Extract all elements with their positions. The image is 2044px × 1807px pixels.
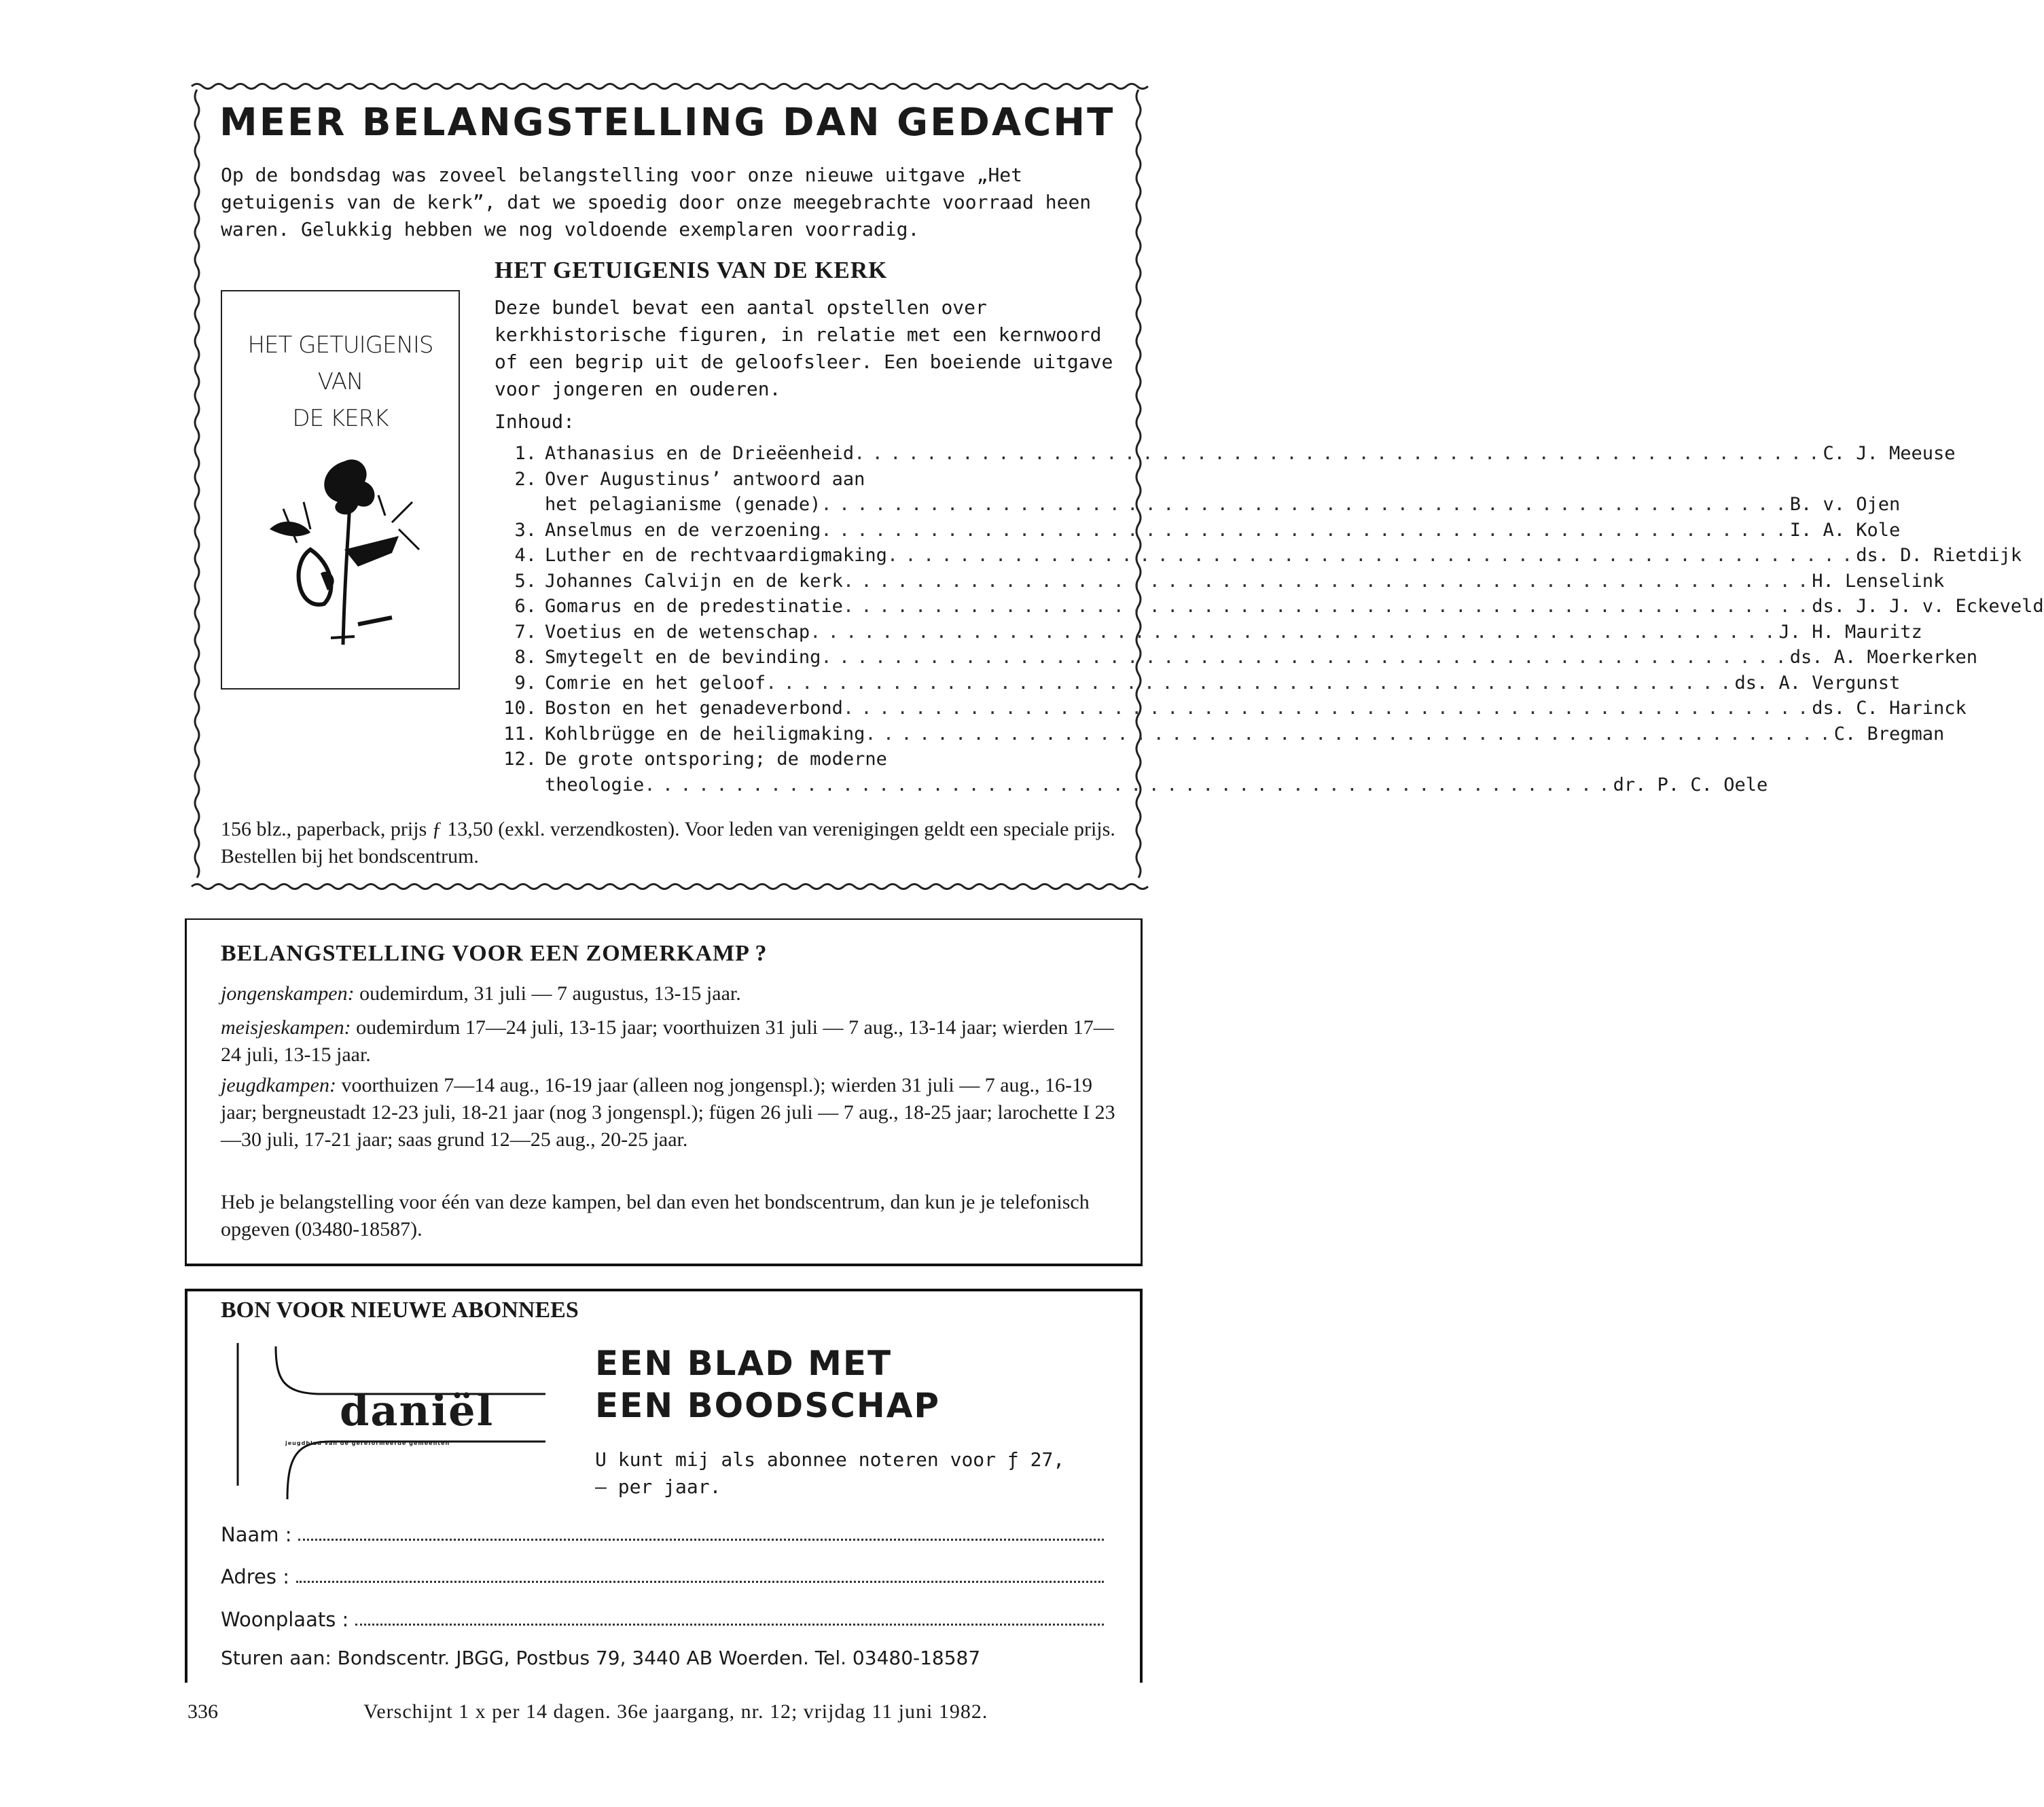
- logo-tagline: jeugdblad van de gereformeerde gemeenten: [285, 1440, 450, 1446]
- slogan-line-2: EEN BOODSCHAP: [595, 1386, 941, 1425]
- toc-item: [495, 620, 1922, 645]
- toc-number: 6.: [514, 596, 537, 617]
- toc-number: 12.: [503, 749, 537, 770]
- toc-title-first-line: Over Augustinus’ antwoord aan: [545, 468, 865, 490]
- toc-item: [495, 441, 1956, 467]
- toc-title: Smytegelt en de bevinding: [545, 647, 821, 668]
- address-field[interactable]: [221, 1561, 1104, 1588]
- toc-title: Johannes Calvijn en de kerk: [545, 570, 843, 592]
- toc-title-first-line: De grote ontsporing; de moderne: [545, 749, 887, 770]
- toc-number: 7.: [514, 621, 537, 643]
- camp-text: voorthuizen 7—14 aug., 16-19 jaar (alleen nog jongenspl.); wierden 31 juli — 7 aug., 16-19 jaar; bergneustadt 12-23 juli, 18-21 jaar (nog 3 jongenspl.); fügen 26 juli — 7 aug., 18-25 jaar; larochette I 23—30 juli, 17-21 jaar; saas grund 12—25 aug., 20-25 jaar.: [221, 1074, 1115, 1151]
- camp-label: meisjeskampen:: [221, 1016, 351, 1039]
- book-cover: [221, 290, 460, 690]
- camp-closing: Heb je belangstelling voor één van deze kampen, bel dan even het bondscentrum, dan kun je je telefonisch opgeven (03480-18587).: [221, 1191, 1090, 1240]
- cover-title: [222, 327, 459, 437]
- toc-number: 3.: [514, 519, 537, 541]
- toc-author: J. H. Mauritz: [1778, 621, 1922, 643]
- price-info: 156 blz., paperback, prijs ƒ 13,50 (exkl. verzendkosten). Voor leden van verenigingen geldt een speciale prijs. Bestellen bij het bondscentrum.: [221, 818, 1115, 867]
- book-heading: HET GETUIGENIS VAN DE KERK: [495, 257, 888, 283]
- toc-number: 5.: [514, 570, 537, 592]
- camp-paragraph: [221, 1014, 1117, 1069]
- intro-paragraph: Op de bondsdag was zoveel belangstelling voor onze nieuwe uitgave „Het getuigenis van de kerk”, dat we spoedig door onze meegebrachte voorraad heen waren. Gelukkig hebben we nog voldoende exemplaren voorradig.: [221, 164, 1092, 240]
- toc-author: ds. A. Vergunst: [1734, 672, 1901, 694]
- slogan-line-1: EEN BLAD MET: [595, 1344, 893, 1383]
- toc-title: theologie: [545, 774, 645, 795]
- toc-author: B. v. Ojen: [1789, 494, 1901, 515]
- logo-wordmark: daniël: [340, 1386, 495, 1435]
- toc-item: [495, 721, 1945, 747]
- toc-item: [495, 747, 1768, 798]
- toc-title: Comrie en het geloof: [545, 672, 766, 694]
- city-field[interactable]: [221, 1604, 1104, 1631]
- table-of-contents: [495, 441, 2044, 798]
- toc-title: het pelagianisme (genade): [545, 494, 821, 515]
- send-to-address: Sturen aan: Bondscentr. JBGG, Postbus 79, 3440 AB Woerden. Tel. 03480-18587: [221, 1647, 981, 1669]
- wavy-border-bottom: [192, 882, 1149, 891]
- toc-number: 8.: [514, 647, 537, 668]
- camp-label: jongenskampen:: [221, 982, 355, 1005]
- page-number: 336: [187, 1700, 218, 1723]
- cover-title-line: DE KERK: [292, 405, 389, 432]
- toc-item: [495, 696, 1967, 721]
- toc-item: [495, 569, 1945, 594]
- toc-title: Athanasius en de Drieëenheid: [545, 443, 855, 464]
- cover-title-line: HET GETUIGENIS: [247, 332, 433, 359]
- camp-heading: BELANGSTELLING VOOR EEN ZOMERKAMP ?: [221, 941, 768, 966]
- toc-item: [495, 543, 2022, 569]
- toc-author: C. J. Meeuse: [1823, 443, 1956, 464]
- toc-number: 4.: [514, 545, 537, 566]
- toc-author: ds. D. Rietdijk: [1856, 545, 2022, 566]
- toc-title: Luther en de rechtvaardigmaking: [545, 545, 887, 566]
- name-field[interactable]: [221, 1519, 1104, 1546]
- camp-paragraph: [221, 1072, 1117, 1153]
- city-label: Woonplaats :: [221, 1608, 349, 1631]
- toc-label: Inhoud:: [495, 410, 575, 433]
- toc-number: 9.: [514, 672, 537, 694]
- address-label: Adres :: [221, 1565, 289, 1588]
- footer-publication-info: Verschijnt 1 x per 14 dagen. 36e jaargang, nr. 12; vrijdag 11 juni 1982.: [363, 1700, 988, 1723]
- toc-number: 1.: [514, 443, 537, 464]
- toc-item: [495, 670, 1901, 696]
- toc-title: Kohlbrügge en de heiligmaking: [545, 723, 865, 745]
- toc-title: Boston en het genadeverbond: [545, 698, 843, 719]
- coupon-heading: BON VOOR NIEUWE ABONNEES: [221, 1298, 579, 1323]
- toc-item: [495, 594, 2044, 620]
- toc-author: H. Lenselink: [1812, 570, 1945, 592]
- toc-author: ds. A. Moerkerken: [1789, 647, 1978, 668]
- toc-author: dr. P. C. Oele: [1613, 774, 1768, 795]
- wavy-border-left: [192, 90, 202, 884]
- camp-paragraph: [221, 980, 1117, 1007]
- article-title: MEER BELANGSTELLING DAN GEDACHT: [219, 101, 1115, 145]
- toc-title: Voetius en de wetenschap: [545, 621, 810, 643]
- toc-number: 10.: [503, 698, 537, 719]
- toc-author: C. Bregman: [1833, 723, 1945, 745]
- cover-illustration: [256, 448, 433, 651]
- camp-text: oudemirdum 17—24 juli, 13-15 jaar; voorthuizen 31 juli — 7 aug., 13-14 jaar; wierden 17—24 juli, 13-15 jaar.: [221, 1016, 1114, 1066]
- book-description: Deze bundel bevat een aantal opstellen over kerkhistorische figuren, in relatie met een kernwoord of een begrip uit de geloofsleer. Een boeiende uitgave voor jongeren en ouderen.: [495, 296, 1113, 400]
- toc-author: ds. C. Harinck: [1812, 698, 1967, 719]
- camp-text: oudemirdum, 31 juli — 7 augustus, 13-15 jaar.: [354, 982, 741, 1005]
- cover-title-line: VAN: [317, 368, 363, 395]
- name-label: Naam :: [221, 1523, 292, 1546]
- toc-title: Gomarus en de predestinatie: [545, 596, 843, 617]
- camp-label: jeugdkampen:: [221, 1074, 336, 1096]
- toc-number: 11.: [503, 723, 537, 745]
- toc-item: [495, 518, 1901, 543]
- subscription-text: U kunt mij als abonnee noteren voor ƒ 27,— per jaar.: [595, 1448, 1065, 1498]
- wavy-border-top: [192, 82, 1149, 91]
- toc-title: Anselmus en de verzoening: [545, 519, 821, 541]
- toc-item: [495, 645, 1978, 670]
- toc-item: [495, 467, 1901, 518]
- toc-author: ds. J. J. v. Eckeveld: [1812, 596, 2044, 617]
- toc-number: 2.: [514, 468, 537, 490]
- toc-author: I. A. Kole: [1789, 519, 1901, 541]
